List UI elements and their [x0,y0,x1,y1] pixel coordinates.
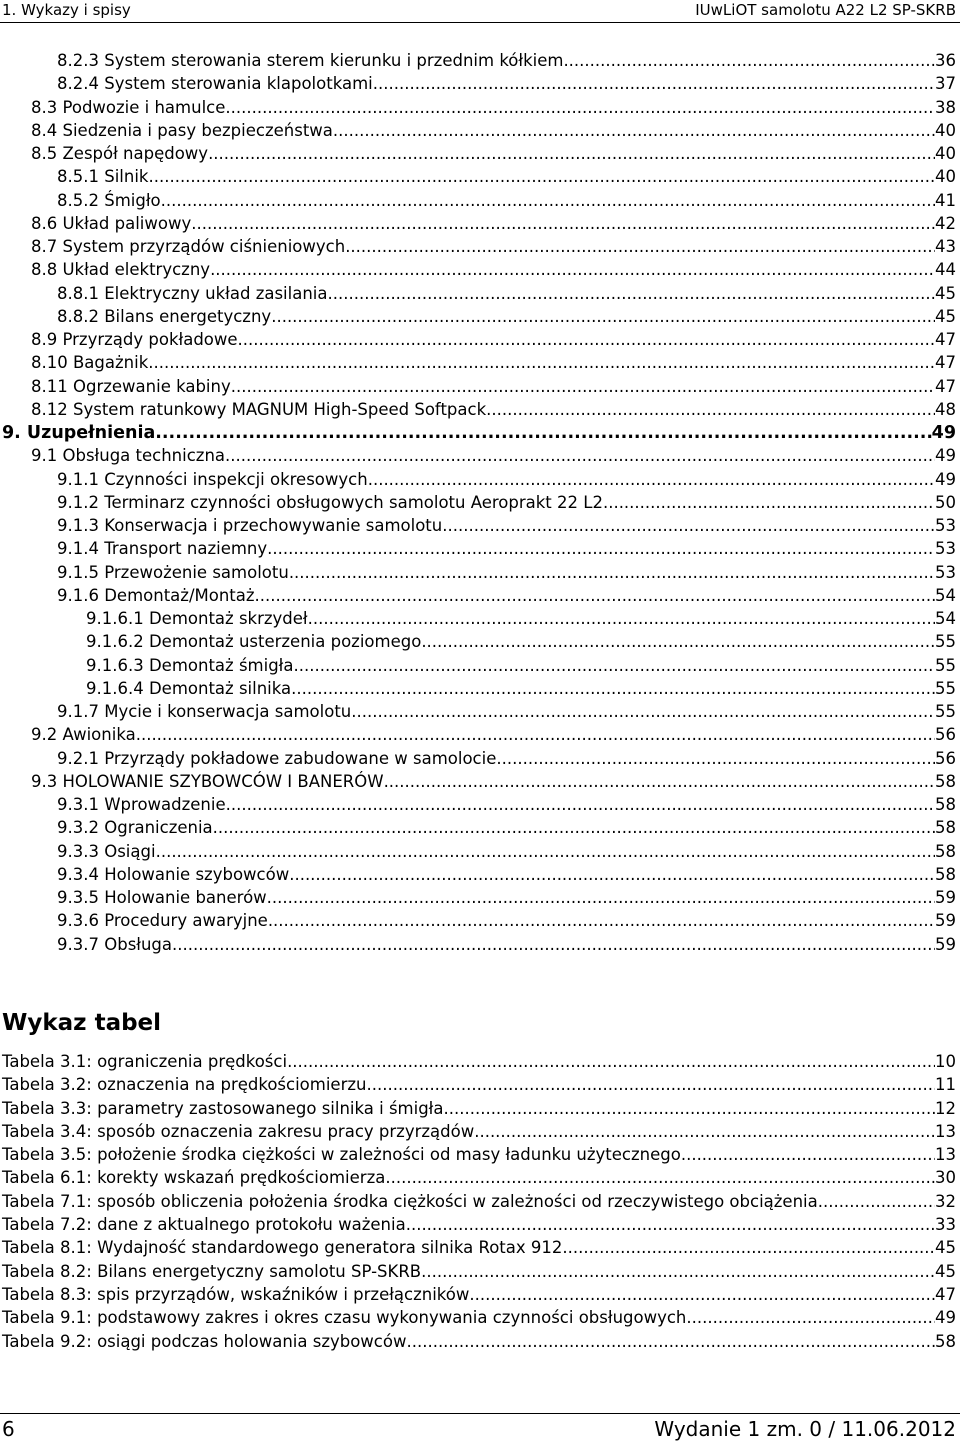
dot-leader [156,842,935,861]
toc-entry[interactable] [0,586,960,609]
dot-leader [238,330,935,349]
toc-entry-page: 41 [935,190,956,210]
dot-leader [289,865,935,884]
toc-entry-title: 9.1 Obsługa techniczna [31,446,226,466]
dot-leader [333,121,935,140]
dot-leader [267,888,935,907]
table-entry-page: 11 [935,1075,956,1095]
toc-entry[interactable] [0,772,960,795]
table-entry-title: Tabela 3.1: ograniczenia prędkości [2,1052,288,1071]
dot-leader [225,98,935,117]
toc-entry-page: 47 [935,330,956,349]
table-entry-title: Tabela 6.1: korekty wskazań prędkościomierza [2,1168,386,1188]
table-entry-title: Tabela 3.3: parametry zastosowanego silnika i śmigła [2,1098,444,1118]
dot-leader [289,563,935,582]
dot-leader [267,539,935,558]
toc-entry-title: 8.8 Układ elektryczny [31,260,211,280]
dot-leader [328,284,936,303]
toc-entry-title: 9.3.4 Holowanie szybowców [57,864,290,884]
toc-entry-title: 8.7 System przyrządów ciśnieniowych [31,237,346,256]
dot-leader [255,586,935,605]
dot-leader [367,1075,936,1094]
table-entry-title: Tabela 3.2: oznaczenia na prędkościomierzu [2,1075,367,1095]
toc-entry[interactable] [0,679,960,702]
dot-leader [268,911,935,930]
toc-entry-title: 9.3.2 Ograniczenia [57,818,213,838]
toc-entry-page: 49 [935,469,956,489]
toc-entry[interactable] [0,446,960,469]
toc-entry-title: 9.3.3 Osiągi [57,841,156,861]
dot-leader [172,935,935,954]
toc-entry-page: 38 [935,97,956,117]
toc-entry-title: 8.12 System ratunkowy MAGNUM High-Speed Softpack [31,399,487,419]
dot-leader [474,1122,935,1141]
toc-entry-page: 58 [935,818,956,838]
toc-entry-title: 8.8.2 Bilans energetyczny [57,306,272,326]
toc-entry[interactable] [0,702,960,725]
toc-entry[interactable] [0,656,960,679]
toc-entry-title: 9.1.2 Terminarz czynności obsługowych samolotu Aeroprakt 22 L2 [57,492,603,512]
toc-entry[interactable] [0,237,960,260]
toc-entry[interactable] [0,353,960,376]
toc-entry-title: 9.1.6.3 Demontaż śmigła [86,655,294,675]
toc-entry[interactable] [0,539,960,562]
dot-leader [818,1192,935,1211]
toc-entry-page: 58 [935,771,956,791]
toc-entry-title: 8.4 Siedzenia i pasy bezpieczeństwa [31,120,333,140]
toc-entry-page: 53 [935,562,956,582]
toc-entry[interactable] [0,749,960,772]
toc-entry-title: 8.2.3 System sterowania sterem kierunku i przednim kółkiem [57,51,564,70]
toc-entry-page: 40 [935,144,956,163]
toc-entry[interactable] [0,214,960,237]
toc-entry-title: 9.1.6 Demontaż/Montaż [57,585,255,605]
page-footer [0,1413,960,1445]
toc-entry-page: 55 [935,678,956,698]
table-entry-page: 13 [935,1121,956,1141]
header-document-title: IUwLiOT samolotu A22 L2 SP-SKRB [695,1,956,19]
dot-leader [345,237,935,256]
toc-entry-page: 56 [935,725,956,745]
toc-entry-page: 40 [935,120,956,140]
table-entry-page: 10 [935,1052,956,1071]
toc-entry[interactable] [0,888,960,911]
dot-leader [231,377,935,396]
toc-entry-page: 45 [935,283,956,303]
toc-entry-title: 9.1.6.4 Demontaż silnika [86,678,292,698]
toc-entry-page: 42 [935,213,956,233]
table-entry-title: Tabela 8.1: Wydajność standardowego generatora silnika Rotax 912 [2,1238,563,1258]
dot-leader [562,1238,935,1257]
dot-leader [308,609,935,628]
toc-entry-title: 8.6 Układ paliwowy [31,213,192,233]
toc-entry-title: 9.1.6.1 Demontaż skrzydeł [86,609,308,628]
toc-entry-page: 58 [935,864,956,884]
toc-entry-page: 49 [935,446,956,466]
toc-entry-page: 45 [935,306,956,326]
dot-leader [213,818,935,837]
dot-leader [155,423,931,443]
toc-entry-page: 44 [935,260,956,280]
toc-entry-page: 43 [935,237,956,256]
table-entry-page: 30 [935,1168,956,1188]
toc-entry-page: 53 [935,539,956,559]
table-entry[interactable] [0,1332,960,1355]
table-entry-title: Tabela 8.3: spis przyrządów, wskaźników i przełączników [2,1284,470,1304]
page-number: 6 [2,1417,15,1441]
dot-leader [161,191,935,210]
dot-leader [373,74,935,93]
toc-entry[interactable] [0,400,960,423]
dot-leader [686,1308,935,1327]
toc-entry[interactable] [0,563,960,586]
table-entry-title: Tabela 3.5: położenie środka ciężkości w zależności od masy ładunku użytecznego [2,1145,681,1165]
dot-leader [442,516,935,535]
table-of-contents [0,51,960,958]
toc-entry-page: 54 [935,585,956,605]
toc-entry[interactable] [0,423,960,446]
tables-list-heading: Wykaz tabel [2,1010,162,1036]
toc-entry-title: 9.2 Awionika [31,725,136,745]
toc-entry-title: 8.8.1 Elektryczny układ zasilania [57,283,328,303]
dot-leader [406,1332,935,1351]
dot-leader [469,1285,935,1304]
toc-entry-page: 55 [935,655,956,675]
toc-entry[interactable] [0,818,960,841]
dot-leader [293,656,935,675]
toc-entry-title: 8.9 Przyrządy pokładowe [31,330,238,349]
toc-entry[interactable] [0,516,960,539]
toc-entry[interactable] [0,51,960,74]
toc-entry[interactable] [0,191,960,214]
toc-entry-page: 53 [935,516,956,535]
toc-entry-title: 9. Uzupełnienia [2,423,156,443]
table-entry[interactable] [0,1168,960,1191]
table-entry[interactable] [0,1238,960,1261]
dot-leader [603,493,935,512]
table-entry-page: 32 [935,1191,956,1211]
dot-leader [351,702,935,721]
dot-leader [210,260,935,279]
toc-entry-title: 8.10 Bagażnik [31,353,149,373]
toc-entry[interactable] [0,167,960,190]
toc-entry-page: 47 [935,376,956,396]
toc-entry[interactable] [0,330,960,353]
toc-entry[interactable] [0,609,960,632]
toc-entry-page: 55 [935,632,956,652]
toc-entry[interactable] [0,632,960,655]
dot-leader [406,1215,935,1234]
dot-leader [421,632,935,651]
table-entry[interactable] [0,1075,960,1098]
table-entry[interactable] [0,1215,960,1238]
toc-entry-title: 8.5.2 Śmigło [57,190,161,210]
toc-entry-page: 36 [935,51,956,70]
dot-leader [287,1052,935,1071]
table-entry-page: 13 [935,1145,956,1165]
toc-entry[interactable] [0,493,960,516]
dot-leader [368,470,935,489]
dot-leader [271,307,935,326]
dot-leader [226,795,935,814]
toc-entry[interactable] [0,377,960,400]
toc-entry[interactable] [0,284,960,307]
table-entry-title: Tabela 3.4: sposób oznaczenia zakresu pracy przyrządów [2,1121,475,1141]
toc-entry-title: 9.3 HOLOWANIE SZYBOWCÓW I BANERÓW [31,771,384,791]
table-entry-title: Tabela 7.1: sposób obliczenia położenia środka ciężkości w zależności od rzeczywistego obciążenia [2,1191,818,1211]
toc-entry-title: 9.2.1 Przyrządy pokładowe zabudowane w samolocie [57,748,497,768]
toc-entry-page: 55 [935,702,956,721]
header-chapter-title: 1. Wykazy i spisy [2,1,131,19]
table-entry-page: 45 [935,1238,956,1258]
toc-entry-page: 37 [935,74,956,94]
dot-leader [681,1145,935,1164]
toc-entry-page: 47 [935,353,956,373]
toc-entry-title: 9.3.1 Wprowadzenie [57,795,226,814]
table-entry-page: 45 [935,1261,956,1281]
toc-entry[interactable] [0,121,960,144]
tables-list [0,1052,960,1355]
table-entry-page: 58 [935,1331,956,1351]
toc-entry-title: 9.1.5 Przewożenie samolotu [57,562,289,582]
toc-entry-page: 54 [935,609,956,628]
toc-entry-title: 8.2.4 System sterowania klapolotkami [57,74,373,94]
toc-entry-page: 59 [935,911,956,931]
dot-leader [148,353,935,372]
toc-entry[interactable] [0,74,960,97]
toc-entry-title: 9.3.5 Holowanie banerów [57,888,267,907]
toc-entry[interactable] [0,842,960,865]
page-header [0,0,960,23]
table-entry-page: 49 [935,1308,956,1328]
dot-leader [136,725,935,744]
toc-entry[interactable] [0,935,960,958]
dot-leader [148,167,935,186]
toc-entry-title: 9.1.7 Mycie i konserwacja samolotu [57,702,352,721]
table-entry-page: 33 [935,1215,956,1235]
toc-entry[interactable] [0,865,960,888]
toc-entry-page: 59 [935,934,956,954]
toc-entry-page: 49 [931,423,956,443]
dot-leader [421,1262,935,1281]
toc-entry[interactable] [0,470,960,493]
edition-info: Wydanie 1 zm. 0 / 11.06.2012 [654,1417,956,1441]
toc-entry[interactable] [0,795,960,818]
dot-leader [384,772,935,791]
table-entry[interactable] [0,1285,960,1308]
table-entry-page: 47 [935,1284,956,1304]
table-entry[interactable] [0,1192,960,1215]
toc-entry[interactable] [0,144,960,167]
toc-entry-page: 59 [935,888,956,907]
toc-entry[interactable] [0,307,960,330]
table-entry-page: 12 [935,1098,956,1118]
dot-leader [291,679,935,698]
dot-leader [225,446,935,465]
toc-entry-title: 9.1.3 Konserwacja i przechowywanie samolotu [57,516,443,535]
toc-entry-page: 56 [935,748,956,768]
toc-entry[interactable] [0,911,960,934]
toc-entry-page: 58 [935,841,956,861]
table-entry-title: Tabela 7.2: dane z aktualnego protokołu ważenia [2,1215,406,1235]
dot-leader [496,749,935,768]
toc-entry-title: 9.3.7 Obsługa [57,934,173,954]
table-entry[interactable] [0,1262,960,1285]
dot-leader [191,214,935,233]
table-entry-title: Tabela 9.1: podstawowy zakres i okres czasu wykonywania czynności obsługowych [2,1308,687,1328]
toc-entry-page: 48 [935,399,956,419]
toc-entry-title: 9.1.1 Czynności inspekcji okresowych [57,469,368,489]
table-entry-title: Tabela 8.2: Bilans energetyczny samolotu SP-SKRB [2,1261,422,1281]
toc-entry-title: 8.5.1 Silnik [57,167,149,187]
dot-leader [208,144,935,163]
toc-entry-page: 50 [935,492,956,512]
toc-entry-title: 8.5 Zespół napędowy [31,144,209,163]
table-entry[interactable] [0,1099,960,1122]
table-entry-title: Tabela 9.2: osiągi podczas holowania szybowców [2,1331,407,1351]
toc-entry[interactable] [0,725,960,748]
dot-leader [563,51,935,70]
table-entry[interactable] [0,1145,960,1168]
toc-entry-title: 8.3 Podwozie i hamulce [31,97,226,117]
dot-leader [385,1168,935,1187]
toc-entry-title: 9.1.6.2 Demontaż usterzenia poziomego [86,632,422,652]
table-entry[interactable] [0,1122,960,1145]
toc-entry-title: 9.1.4 Transport naziemny [57,539,268,559]
table-entry[interactable] [0,1052,960,1075]
dot-leader [443,1099,935,1118]
toc-entry[interactable] [0,260,960,283]
toc-entry[interactable] [0,98,960,121]
toc-entry-title: 8.11 Ogrzewanie kabiny [31,376,231,396]
toc-entry-page: 40 [935,167,956,187]
table-entry[interactable] [0,1308,960,1331]
toc-entry-title: 9.3.6 Procedury awaryjne [57,911,268,931]
dot-leader [486,400,935,419]
toc-entry-page: 58 [935,795,956,814]
